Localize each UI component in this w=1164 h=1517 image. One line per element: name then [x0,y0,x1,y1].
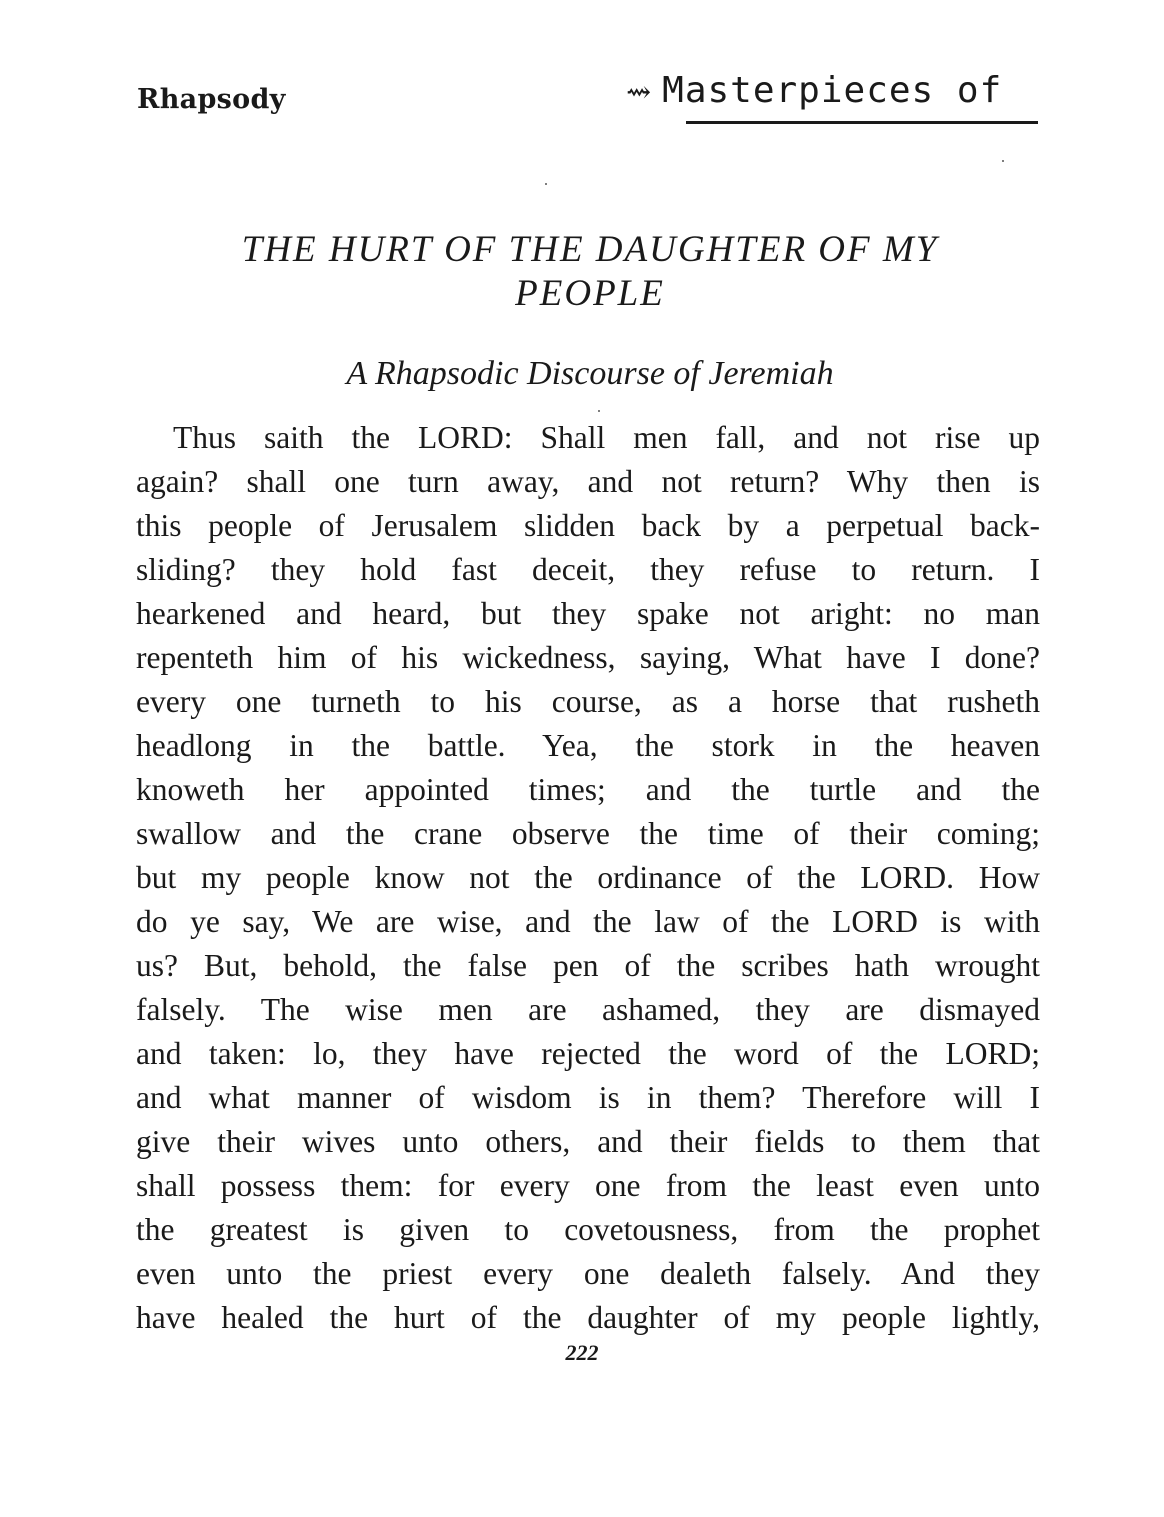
header-rule [686,121,1038,124]
running-head-left: Rhapsody [137,84,286,115]
body-line: hearkened and heard, but they spake not aright: no man [136,596,1040,631]
body-line: shall possess them: for every one from the least even unto [136,1168,1040,1203]
body-line: and taken: lo, they have rejected the word of the LORD; [136,1036,1040,1071]
running-head-right-text: Masterpieces of [662,70,1003,111]
body-line: sliding? they hold fast deceit, they refuse to return. I [136,552,1040,587]
body-line: even unto the priest every one dealeth falsely. And they [136,1256,1040,1291]
body-line: but my people know not the ordinance of the LORD. How [136,860,1040,895]
body-line: have healed the hurt of the daughter of my people lightly, [136,1300,1040,1335]
body-line: us? But, behold, the false pen of the scribes hath wrought [136,948,1040,983]
body-line: again? shall one turn away, and not return? Why then is [136,464,1040,499]
body-line: repenteth him of his wickedness, saying, What have I done? [136,640,1040,675]
print-speck [1002,160,1004,162]
body-line: falsely. The wise men are ashamed, they are dismayed [136,992,1040,1027]
article-subtitle: A Rhapsodic Discourse of Jeremiah [346,355,834,392]
print-speck [598,410,600,412]
body-line: do ye say, We are wise, and the law of the LORD is with [136,904,1040,939]
body-line: headlong in the battle. Yea, the stork in the heaven [136,728,1040,763]
pointing-fleuron-icon: ⇝ [626,75,653,110]
body-line: and what manner of wisdom is in them? Therefore will I [136,1080,1040,1115]
body-line: give their wives unto others, and their fields to them that [136,1124,1040,1159]
article-title-line-1: THE HURT OF THE DAUGHTER OF MY [241,229,939,270]
running-head-right [626,70,1040,111]
body-line: Thus saith the LORD: Shall men fall, and not rise up [173,420,1040,455]
body-line: knoweth her appointed times; and the turtle and the [136,772,1040,807]
article-title-line-2: PEOPLE [515,273,665,314]
body-line: swallow and the crane observe the time of their coming; [136,816,1040,851]
print-speck [545,183,547,185]
body-line: the greatest is given to covetousness, from the prophet [136,1212,1040,1247]
page-number: 222 [565,1340,599,1365]
body-line: this people of Jerusalem slidden back by a perpetual back- [136,508,1040,543]
body-line: every one turneth to his course, as a horse that rusheth [136,684,1040,719]
